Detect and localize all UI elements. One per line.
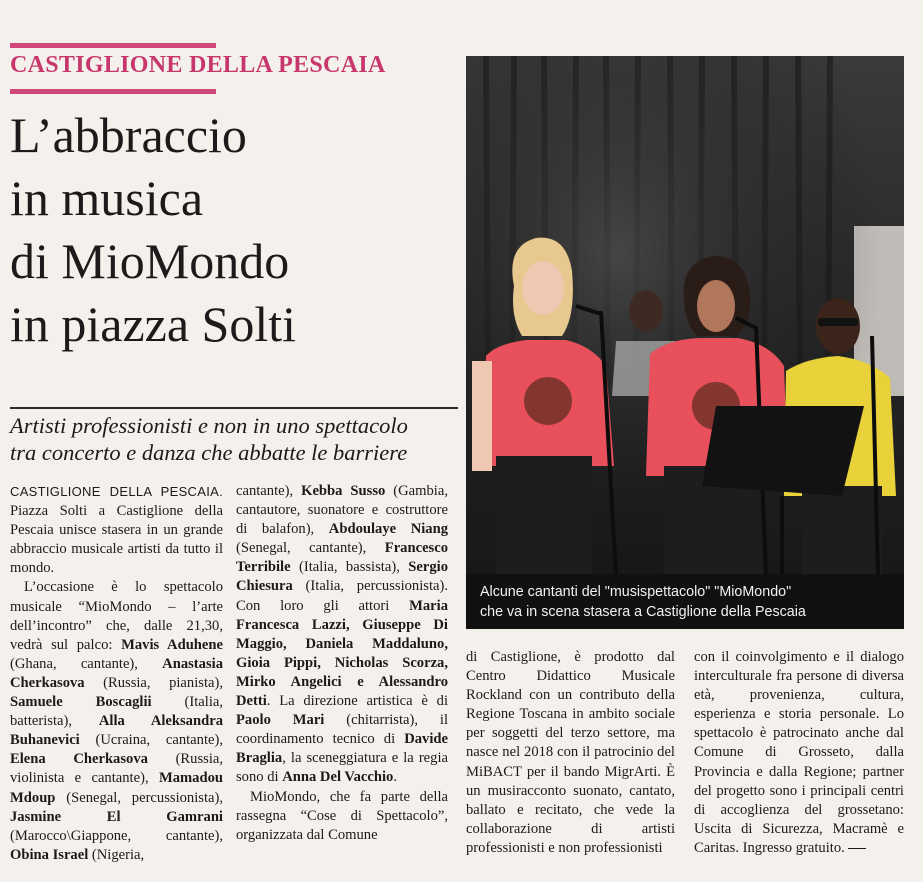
performer-role: (Gambia, cantautore, suonatore e costruttore di balafon), — [236, 483, 448, 538]
director-name: Paolo Mari — [236, 712, 325, 729]
performer-name: Elena Cherkasova — [10, 751, 148, 768]
end-mark — [848, 848, 866, 850]
subhead-line-1: Artisti professionisti e non in uno spettacolo — [10, 413, 408, 438]
performer-name: Mavis Aduhene — [121, 636, 223, 653]
body-column-3 — [466, 648, 675, 858]
performer-role: (Ghana, cantante), — [10, 655, 163, 672]
paragraph-1-text: Piazza Solti a Castiglione della Pescaia unisce stasera in un grande abbraccio musicale artisti da tutto il mondo. — [10, 503, 223, 577]
credit-text: . — [393, 769, 397, 786]
performer-name: Anastasia Cherkasova — [10, 655, 223, 691]
performer-name: Francesco Terribile — [236, 540, 448, 576]
performer-role: (Senegal, percussionista), — [55, 789, 223, 806]
credit-text: . La direzione artistica è di — [266, 693, 448, 710]
stage-photo-illustration — [466, 56, 904, 629]
paragraph-3-continued: di Castiglione, è prodotto dal Centro Didattico Musicale Rockland con un contributo della Regione Toscana in ambito sociale per soggetti del terzo settore, ma nasce nel 2018 con il patrocinio del MiBACT per il bando MigrArti. È un musiracconto suonato, cantato, ballato e recitato, che vede la collaborazione di artisti professionisti e non professionisti — [466, 649, 675, 856]
performer-role: (Italia, percussionista). Con loro gli attori — [236, 578, 448, 614]
actor-names: Maria Francesca Lazzi, Giuseppe Di Maggio, Daniela Maddaluno, Gioia Pippi, Nicholas Scorza, Mirko Angelici e Alessandro Detti — [236, 597, 448, 710]
performer-name: Obina Israel — [10, 846, 89, 863]
paragraph-1 — [10, 482, 223, 578]
performer-role: (Marocco\Giappone, cantante), — [10, 827, 223, 844]
technical-coordinator-name: Davide Braglia — [236, 731, 448, 767]
performer-name: Sergio Chiesura — [236, 559, 448, 595]
headline — [10, 104, 460, 356]
performer-role: (Russia, violinista e cantante), — [10, 751, 223, 787]
subhead-line-2: tra concerto e danza che abbatte le barriere — [10, 440, 408, 465]
paragraph-3-end — [694, 648, 904, 858]
headline-line-3: di MioMondo — [10, 233, 290, 289]
paragraph-3: MioMondo, che fa parte della rassegna “Cose di Spettacolo”, organizzata dal Comune — [236, 788, 448, 843]
performer-name: Abdoulaye Niang — [328, 521, 448, 538]
performer-role: (Ucraina, cantante), — [79, 732, 223, 749]
performer-name: Alla Aleksandra Buhanevici — [10, 713, 223, 749]
headline-line-4: in piazza Solti — [10, 296, 297, 352]
performer-name: Kebba Susso — [301, 483, 386, 499]
dateline: CASTIGLIONE DELLA PESCAIA. — [10, 484, 223, 499]
performer-role: (Senegal, cantante), — [236, 540, 385, 557]
performer-name: Samuele Boscaglii — [10, 694, 152, 711]
credit-text: , la sceneggiatura e la regia sono di — [236, 750, 448, 786]
subheadline — [10, 412, 460, 466]
headline-line-2: in musica — [10, 170, 204, 226]
headline-line-1: L’abbraccio — [10, 107, 247, 163]
kicker-rule-bottom — [10, 89, 216, 94]
paragraph-2-intro: L’occasione è lo spettacolo musicale “MioMondo – l’arte dell’incontro” che, dalle 21,30, vedrà sul palco: — [10, 579, 223, 653]
subhead-rule — [10, 407, 458, 409]
performer-role: (Italia, batterista), — [10, 694, 223, 730]
article-photo — [466, 56, 904, 629]
performer-role: (Nigeria, — [88, 846, 145, 863]
performer-role: (Italia, bassista), — [290, 559, 409, 576]
body-column-2 — [236, 482, 448, 845]
credit-text: (chitarrista), il coordinamento tecnico di — [236, 712, 448, 748]
photo-caption — [480, 582, 900, 622]
performer-role: cantante), — [236, 483, 302, 499]
kicker-rule-top — [10, 43, 216, 48]
paragraph-3-end-text: con il coinvolgimento e il dialogo interculturale fra persone di diversa età, provenienza, cultura, esperienza e storia personale. Lo spettacolo è patrocinato anche dal Comune di Grosseto, dalla Provincia e dalla Regione; partner del progetto sono i principali centri di accoglienza del grossetano: Uscita di Sicurezza, Macramè e Caritas. Ingresso gratuito. — [694, 649, 904, 856]
performer-name: Mamadou Mdoup — [10, 770, 223, 806]
body-column-4 — [694, 648, 904, 858]
paragraph-2 — [10, 578, 223, 864]
caption-line-1: Alcune cantanti del "musispettacolo" "MioMondo" — [480, 584, 792, 600]
section-kicker: CASTIGLIONE DELLA PESCAIA — [10, 52, 386, 78]
performer-name: Jasmine El Gamrani — [10, 808, 223, 825]
caption-line-2: che va in scena stasera a Castiglione della Pescaia — [480, 604, 806, 620]
screenwriter-name: Anna Del Vacchio — [282, 769, 394, 786]
performer-role: (Russia, pianista), — [84, 674, 223, 691]
body-column-1 — [10, 482, 223, 865]
paragraph-2-continued — [236, 482, 448, 788]
